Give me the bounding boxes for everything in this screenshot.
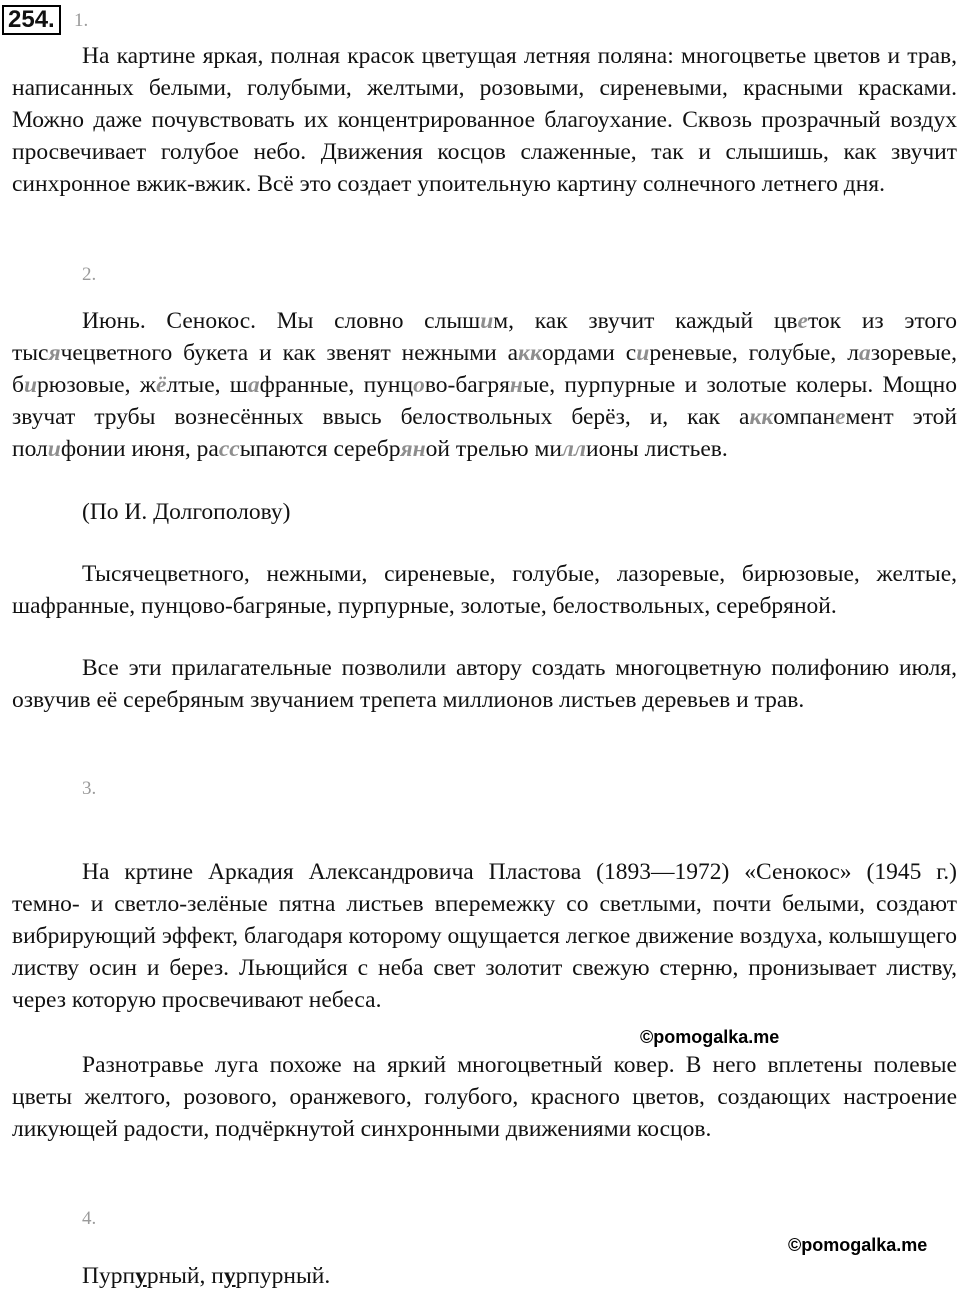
highlighted-letters: и	[636, 340, 650, 366]
highlighted-letters: а	[247, 372, 260, 398]
highlighted-letters: и	[23, 372, 38, 398]
text-run: лтые, ш	[166, 372, 248, 398]
text-run: рпурный.	[235, 1263, 331, 1289]
section-number-3: 3.	[82, 778, 97, 799]
watermark-2: ©pomogalka.me	[788, 1235, 928, 1255]
highlighted-letters: ё	[155, 372, 167, 398]
text-run: ордами с	[541, 340, 637, 366]
highlighted-letters: а	[858, 340, 871, 366]
text-run: чецветного букета и как звенят нежными а	[60, 340, 519, 366]
text-run: рный, п	[146, 1263, 224, 1289]
text-run: Пурп	[82, 1263, 136, 1289]
text-run: м, как звучит каждый цв	[493, 308, 798, 334]
paragraph-1: На картине яркая, полная красок цветущая летняя поляна: многоцветье цветов и трав, написанных белыми, голубыми, желтыми, розовыми, сиреневыми, красными красками. Можно даже почувствовать их концентрированное благоухание. Сквозь прозрачный воздух просвечивает голубое небо. Движения косцов слаженные, так и слышишь, как звучит синхронное вжик-вжик. Всё это создает упоительную картину солнечного летнего дня.	[12, 43, 957, 197]
text-run: мент этой пол	[12, 404, 957, 462]
paragraph-6: Разнотравье луга похоже на яркий многоцветный ковер. В него вплетены полевые цветы желтого, розового, оранжевого, голубого, красного цветов, создающих настроение ликующей радости, подчёркнутой синхронными движениями косцов.	[12, 1052, 957, 1142]
text-run: ой трелью ми	[425, 436, 562, 462]
highlighted-letters: лл	[561, 436, 587, 462]
section-number-2: 2.	[82, 264, 97, 285]
highlighted-letters: о	[413, 372, 425, 398]
highlighted-letters: кк	[518, 340, 542, 366]
text-run: омпан	[773, 404, 836, 430]
task-number: 254.	[2, 5, 61, 35]
paragraph-2-with-highlighted-letters	[12, 305, 957, 465]
text-run: ыпаются серебр	[239, 436, 401, 462]
text-run: ые, пурпурные и золотые колеры. Мощно звучат трубы вознесённых ввысь белоствольных берёз, и, как а	[12, 372, 957, 430]
stressed-letter: у	[223, 1263, 236, 1289]
highlighted-letters: е	[797, 308, 808, 334]
highlighted-letters: сс	[218, 436, 240, 462]
text-run: франные, пунц	[259, 372, 414, 398]
highlighted-letters: кк	[749, 404, 774, 430]
source-citation: (По И. Долгополову)	[82, 499, 291, 525]
text-run: фонии июня, ра	[60, 436, 219, 462]
highlighted-letters: ян	[400, 436, 426, 462]
stressed-letter: у	[135, 1263, 147, 1289]
text-run: рюзовые, ж	[37, 372, 156, 398]
text-run: ток из этого тыс	[12, 308, 957, 366]
watermark-1: ©pomogalka.me	[640, 1027, 780, 1047]
text-run: во-багря	[424, 372, 510, 398]
text-run: реневые, голубые, л	[649, 340, 859, 366]
highlighted-letters: е	[835, 404, 846, 430]
highlighted-letters: я	[48, 340, 61, 366]
text-run: зоревые, б	[12, 340, 957, 398]
section-number-1: 1.	[74, 10, 89, 31]
paragraph-3-adjective-list: Тысячецветного, нежными, сиреневые, голубые, лазоревые, бирюзовые, желтые, шафранные, пунцово-багряные, пурпурные, золотые, белоствольных, серебряной.	[12, 561, 957, 619]
highlighted-letters: н	[509, 372, 523, 398]
paragraph-4: Все эти прилагательные позволили автору создать многоцветную полифонию июля, озвучив её серебряным звучанием трепета миллионов листьев деревьев и трав.	[12, 655, 957, 713]
text-run: ионы листьев.	[586, 436, 728, 462]
paragraph-5: На кртине Аркадия Александровича Пластова (1893—1972) «Сенокос» (1945 г.) темно- и светло-зелёные пятна листьев вперемежку со светлыми, почти белыми, создают вибрирующий эффект, благодаря которому ощущается легкое движение воздуха, колышущего листву осин и берез. Льющийся с неба свет золотит свежую стерню, пронизывает листву, через которую просвечивают небеса.	[12, 859, 957, 1013]
highlighted-letters: и	[480, 308, 494, 334]
paragraph-7-stress-word	[12, 1260, 957, 1292]
highlighted-letters: и	[47, 436, 61, 462]
text-run: Июнь. Сенокос. Мы словно слыш	[82, 308, 481, 334]
section-number-4: 4.	[82, 1208, 97, 1229]
